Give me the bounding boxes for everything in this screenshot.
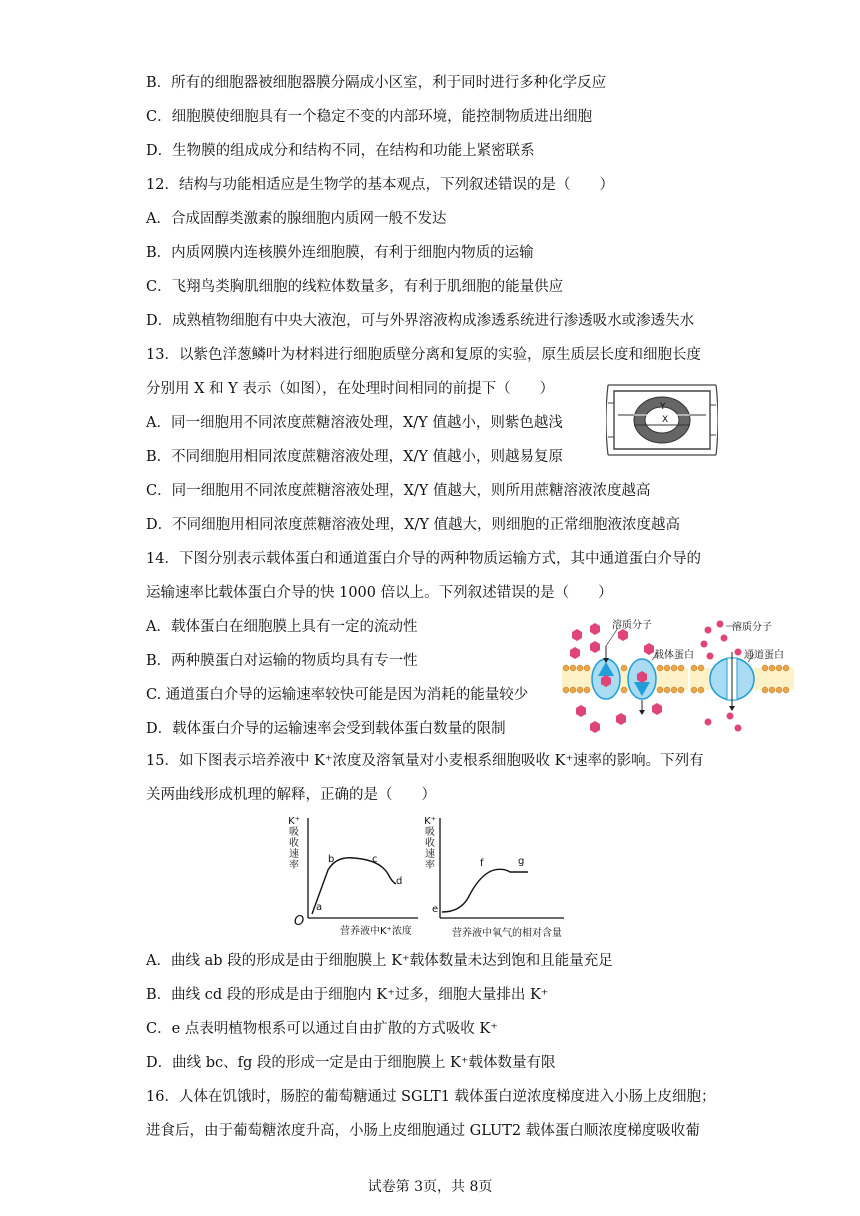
q15-right-point-e: e [432,904,439,915]
q12-option-b: B．内质网膜内连核膜外连细胞膜，有利于细胞内物质的运输 [146,245,534,261]
q11-option-d: D．生物膜的组成成分和结构不同，在结构和功能上紧密联系 [146,143,535,159]
q14-stem-line1: 14．下图分别表示载体蛋白和通道蛋白介导的两种物质运输方式，其中通道蛋白介导的 [146,551,701,567]
page-footer: 试卷第 3页，共 8页 [367,1179,493,1195]
q15-left-point-b: b [328,854,335,865]
q15-option-d: D．曲线 bc、fg 段的形成一定是由于细胞膜上 K⁺载体数量有限 [146,1055,556,1071]
q14-label-channel: 通道蛋白 [744,650,784,661]
q14-option-c: C. 通道蛋白介导的运输速率较快可能是因为消耗的能量较少 [146,687,529,703]
q15-right-ylabel [422,816,438,871]
q15-right-point-f: f [480,858,484,869]
q13-option-c: C．同一细胞用不同浓度蔗糖溶液处理，X/Y 值越大，则所用蔗糖溶液浓度越高 [146,483,651,499]
q13-stem-line1: 13．以紫色洋葱鳞叶为材料进行细胞质壁分离和复原的实验，原生质层长度和细胞长度 [146,347,701,363]
q12-option-a: A．合成固醇类激素的腺细胞内质网一般不发达 [146,211,447,227]
q11-option-b: B．所有的细胞器被细胞器膜分隔成小区室，利于同时进行多种化学反应 [146,75,607,91]
q15-left-origin: O [294,914,305,929]
q15-stem-line2: 关两曲线形成机理的解释，正确的是（ ） [146,787,436,803]
q14-option-d: D．载体蛋白介导的运输速率会受到载体蛋白数量的限制 [146,721,506,737]
q14-stem-line2: 运输速率比载体蛋白介导的快 1000 倍以上。下列叙述错误的是（ ） [146,585,613,601]
q15-right-ylabel-4: 率 [425,860,435,871]
q15-left-ylabel-2: 收 [289,838,299,849]
q15-left-point-d: d [396,876,403,887]
q14-option-a: A．载体蛋白在细胞膜上具有一定的流动性 [146,619,418,635]
q14-label-carrier: 载体蛋白 [654,650,694,661]
q15-option-a: A．曲线 ab 段的形成是由于细胞膜上 K⁺载体数量未达到饱和且能量充足 [146,953,613,969]
q15-right-point-g: g [518,856,525,867]
q11-option-c: C．细胞膜使细胞具有一个稳定不变的内部环境，能控制物质进出细胞 [146,109,593,125]
q15-left-ylabel-3: 速 [289,849,299,860]
q14-option-b: B．两种膜蛋白对运输的物质均具有专一性 [146,653,418,669]
q12-stem: 12．结构与功能相适应是生物学的基本观点，下列叙述错误的是（ ） [146,177,614,193]
q14-label-solute-right: 溶质分子 [732,622,772,633]
q12-option-c: C．飞翔鸟类胸肌细胞的线粒体数量多，有利于肌细胞的能量供应 [146,279,564,295]
q15-stem-line1: 15．如下图表示培养液中 K⁺浓度及溶氧量对小麦根系细胞吸收 K⁺速率的影响。下列有 [146,753,704,769]
q16-line2: 进食后，由于葡萄糖浓度升高，小肠上皮细胞通过 GLUT2 载体蛋白顺浓度梯度吸收葡 [146,1123,700,1139]
q15-left-ylabel-4: 率 [289,860,299,871]
q15-right-ylabel-k: K⁺ [424,816,436,827]
q15-right-ylabel-2: 收 [425,838,435,849]
q15-left-xlabel: 营养液中K⁺浓度 [340,926,412,937]
q15-left-point-a: a [316,902,323,913]
q15-right-curve [442,869,528,912]
q15-left-ylabel-1: 吸 [289,827,299,838]
q14-label-solute-left: 溶质分子 [612,620,652,631]
q13-label-x: X [662,415,669,425]
q15-option-c: C．e 点表明植物根系可以通过自由扩散的方式吸收 K⁺ [146,1021,498,1037]
q15-left-ylabel-k: K⁺ [288,816,300,827]
q15-option-b: B．曲线 cd 段的形成是由于细胞内 K⁺过多，细胞大量排出 K⁺ [146,987,549,1003]
q13-option-a: A．同一细胞用不同浓度蔗糖溶液处理，X/Y 值越小，则紫色越浅 [146,415,563,431]
q15-left-point-c: c [372,854,378,865]
q13-option-b: B．不同细胞用相同浓度蔗糖溶液处理，X/Y 值越小，则越易复原 [146,449,564,465]
q15-left-curve [312,858,396,914]
q13-cell-figure [606,375,718,467]
q16-line1: 16．人体在饥饿时，肠腔的葡萄糖通过 SGLT1 载体蛋白逆浓度梯度进入小肠上皮细胞； [146,1089,716,1105]
q13-stem-line2: 分别用 X 和 Y 表示（如图），在处理时间相同的前提下（ ） [146,381,555,397]
q13-option-d: D．不同细胞用相同浓度蔗糖溶液处理，X/Y 值越大，则细胞的正常细胞液浓度越高 [146,517,681,533]
q15-left-ylabel [286,816,302,871]
q15-right-ylabel-3: 速 [425,849,435,860]
q15-right-ylabel-1: 吸 [425,827,435,838]
q13-label-y: Y [660,402,666,412]
q15-chart-figure [284,814,584,942]
q14-transport-figure [560,612,796,738]
q15-right-xlabel: 营养液中氧气的相对含量 [452,928,562,939]
q12-option-d: D．成熟植物细胞有中央大液泡，可与外界溶液构成渗透系统进行渗透吸水或渗透失水 [146,313,695,329]
